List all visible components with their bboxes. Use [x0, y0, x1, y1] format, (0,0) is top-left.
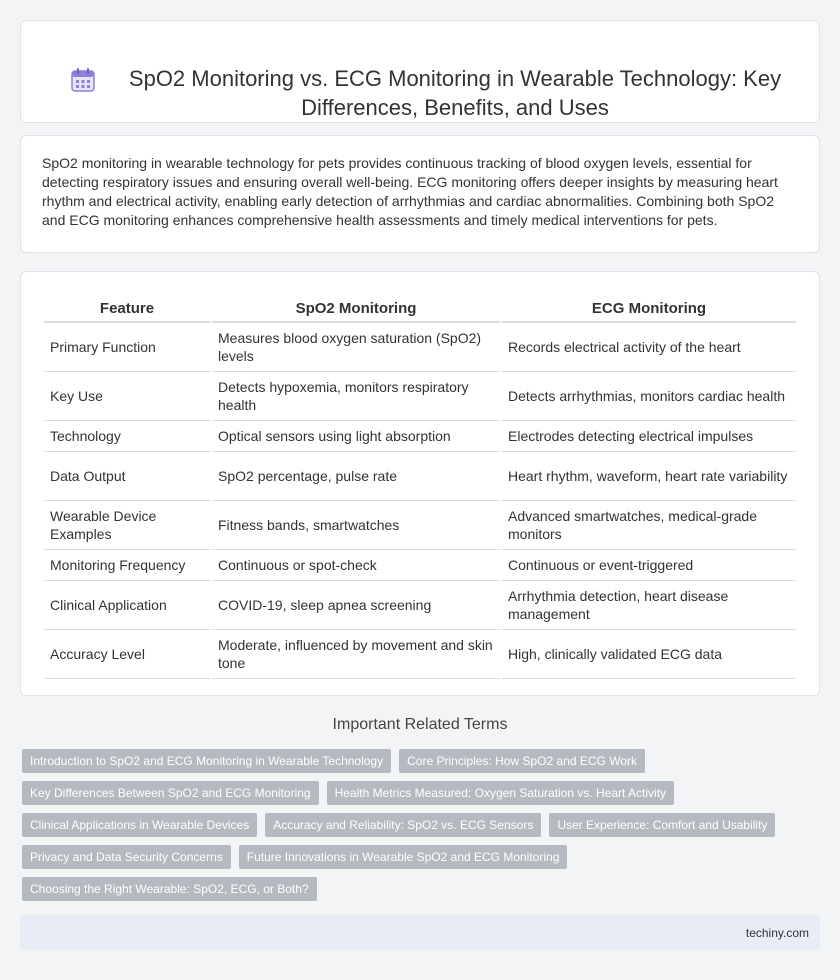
related-term-tag[interactable]: Choosing the Right Wearable: SpO2, ECG, or Both? [22, 877, 317, 901]
table-cell: Continuous or spot-check [212, 550, 500, 581]
table-cell: Optical sensors using light absorption [212, 421, 500, 452]
related-term-tag[interactable]: User Experience: Comfort and Usability [549, 813, 775, 837]
table-row [44, 323, 796, 372]
related-term-tag[interactable]: Health Metrics Measured: Oxygen Saturation vs. Heart Activity [327, 781, 674, 805]
table-cell: Arrhythmia detection, heart disease management [502, 581, 796, 630]
related-terms-list [22, 749, 812, 909]
related-term-tag[interactable]: Key Differences Between SpO2 and ECG Monitoring [22, 781, 319, 805]
table-row [44, 581, 796, 630]
table-row [44, 550, 796, 581]
table-row [44, 630, 796, 679]
table-row [44, 372, 796, 421]
table-cell: Fitness bands, smartwatches [212, 501, 500, 550]
related-term-tag[interactable]: Future Innovations in Wearable SpO2 and ECG Monitoring [239, 845, 568, 869]
calendar-icon [70, 67, 96, 93]
table-row [44, 421, 796, 452]
table-cell: Detects hypoxemia, monitors respiratory health [212, 372, 500, 421]
table-cell: Moderate, influenced by movement and skin tone [212, 630, 500, 679]
table-row [44, 452, 796, 501]
footer-site-link[interactable]: techiny.com [745, 926, 809, 940]
table-row [44, 501, 796, 550]
table-cell: Key Use [44, 372, 210, 421]
comparison-table-card [20, 271, 820, 696]
related-term-tag[interactable]: Privacy and Data Security Concerns [22, 845, 231, 869]
related-term-tag[interactable]: Clinical Applications in Wearable Devices [22, 813, 257, 837]
table-cell: Clinical Application [44, 581, 210, 630]
related-term-tag[interactable]: Introduction to SpO2 and ECG Monitoring in Wearable Technology [22, 749, 391, 773]
column-header: Feature [44, 295, 210, 323]
table-cell: Technology [44, 421, 210, 452]
table-cell: Advanced smartwatches, medical-grade monitors [502, 501, 796, 550]
page-title: SpO2 Monitoring vs. ECG Monitoring in Wearable Technology: Key Differences, Benefits, and Uses [128, 66, 782, 120]
column-header: ECG Monitoring [502, 295, 796, 323]
table-cell: Detects arrhythmias, monitors cardiac health [502, 372, 796, 421]
table-cell: Monitoring Frequency [44, 550, 210, 581]
table-cell: Electrodes detecting electrical impulses [502, 421, 796, 452]
table-cell: Heart rhythm, waveform, heart rate variability [502, 452, 796, 501]
table-cell: SpO2 percentage, pulse rate [212, 452, 500, 501]
table-header-row [44, 295, 796, 323]
related-term-tag[interactable]: Accuracy and Reliability: SpO2 vs. ECG Sensors [265, 813, 541, 837]
column-header: SpO2 Monitoring [212, 295, 500, 323]
table-cell: Data Output [44, 452, 210, 501]
table-cell: COVID-19, sleep apnea screening [212, 581, 500, 630]
intro-paragraph: SpO2 monitoring in wearable technology for pets provides continuous tracking of blood oxygen levels, essential for detecting respiratory issues and ensuring overall well-being. ECG monitoring offers deeper insights by measuring heart rhythm and electrical activity, enabling early detection of arrhythmias and cardiac abnormalities. Combining both SpO2 and ECG monitoring enhances comprehensive health assessments and timely medical interventions for pets. [42, 155, 778, 228]
table-cell: Measures blood oxygen saturation (SpO2) levels [212, 323, 500, 372]
intro-card [20, 135, 820, 253]
table-cell: Records electrical activity of the heart [502, 323, 796, 372]
related-terms-heading: Important Related Terms [332, 716, 508, 733]
table-cell: Primary Function [44, 323, 210, 372]
table-cell: High, clinically validated ECG data [502, 630, 796, 679]
related-term-tag[interactable]: Core Principles: How SpO2 and ECG Work [399, 749, 645, 773]
table-cell: Accuracy Level [44, 630, 210, 679]
table-cell: Continuous or event-triggered [502, 550, 796, 581]
footer [20, 915, 820, 950]
table-cell: Wearable Device Examples [44, 501, 210, 550]
comparison-table [42, 295, 798, 679]
title-card [20, 20, 820, 123]
